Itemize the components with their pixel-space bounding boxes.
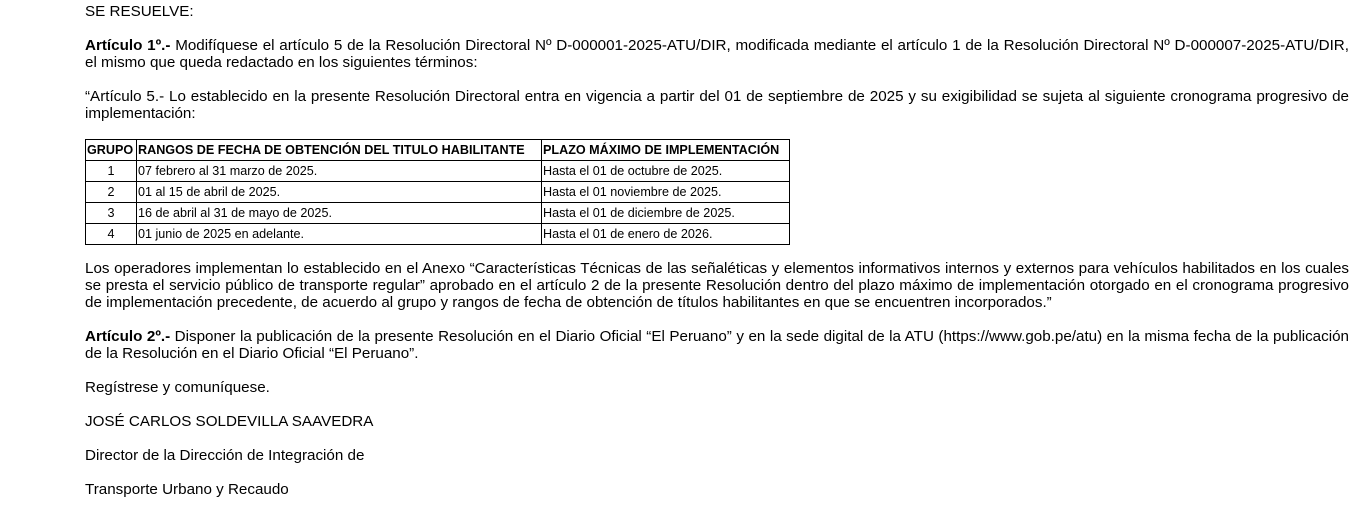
table-row: [86, 203, 790, 224]
column-header-grupo: GRUPO: [86, 140, 137, 161]
cell-grupo: 2: [86, 182, 137, 203]
closing-formula: Regístrese y comuníquese.: [85, 379, 270, 396]
table-row: [86, 182, 790, 203]
article-2-text: Disponer la publicación de la presente Resolución en el Diario Oficial “El Peruano” y en la sede digital de la ATU (https://www.gob.pe/atu) en la misma fecha de la publicación de la Resolución en el Diario Oficial “El Peruano”.: [85, 328, 1349, 362]
column-header-rangos: RANGOS DE FECHA DE OBTENCIÓN DEL TITULO HABILITANTE: [137, 140, 542, 161]
resolution-heading: SE RESUELVE:: [85, 3, 194, 20]
cell-plazo: Hasta el 01 de octubre de 2025.: [542, 161, 790, 182]
article-5-closing: Los operadores implementan lo establecido en el Anexo “Características Técnicas de las señaléticas y elementos informativos internos y externos para vehículos habilitados en los cuales se presta el servicio público de transporte regular” aprobado en el artículo 2 de la presente Resolución dentro del plazo máximo de implementación otorgado en el cronograma progresivo de implementación precedente, de acuerdo al grupo y rangos de fecha de obtención de títulos habilitantes en que se encuentren incorporados.”: [85, 260, 1349, 311]
table-header-row: [86, 140, 790, 161]
cell-rango: 01 al 15 de abril de 2025.: [137, 182, 542, 203]
cell-rango: 16 de abril al 31 de mayo de 2025.: [137, 203, 542, 224]
table-row: [86, 161, 790, 182]
article-2: [85, 328, 1349, 362]
cell-plazo: Hasta el 01 de diciembre de 2025.: [542, 203, 790, 224]
article-5-intro: “Artículo 5.- Lo establecido en la presente Resolución Directoral entra en vigencia a partir del 01 de septiembre de 2025 y su exigibilidad se sujeta al siguiente cronograma progresivo de implementación:: [85, 88, 1349, 122]
cell-plazo: Hasta el 01 de enero de 2026.: [542, 224, 790, 245]
implementation-schedule-table: [85, 139, 790, 245]
signatory-name: JOSÉ CARLOS SOLDEVILLA SAAVEDRA: [85, 413, 374, 430]
cell-grupo: 3: [86, 203, 137, 224]
cell-grupo: 1: [86, 161, 137, 182]
article-1-label: Artículo 1º.-: [85, 37, 171, 54]
cell-grupo: 4: [86, 224, 137, 245]
signatory-title-line-2: Transporte Urbano y Recaudo: [85, 481, 289, 498]
cell-plazo: Hasta el 01 noviembre de 2025.: [542, 182, 790, 203]
document-body: [85, 3, 1349, 515]
article-1: [85, 37, 1349, 71]
column-header-plazo: PLAZO MÁXIMO DE IMPLEMENTACIÓN: [542, 140, 790, 161]
signatory-title-line-1: Director de la Dirección de Integración de: [85, 447, 365, 464]
cell-rango: 01 junio de 2025 en adelante.: [137, 224, 542, 245]
article-2-label: Artículo 2º.-: [85, 328, 171, 345]
article-1-text: Modifíquese el artículo 5 de la Resolución Directoral Nº D-000001-2025-ATU/DIR, modificada mediante el artículo 1 de la Resolución Directoral Nº D-000007-2025-ATU/DIR, el mismo que queda redactado en los siguientes términos:: [85, 37, 1349, 71]
cell-rango: 07 febrero al 31 marzo de 2025.: [137, 161, 542, 182]
table-row: [86, 224, 790, 245]
